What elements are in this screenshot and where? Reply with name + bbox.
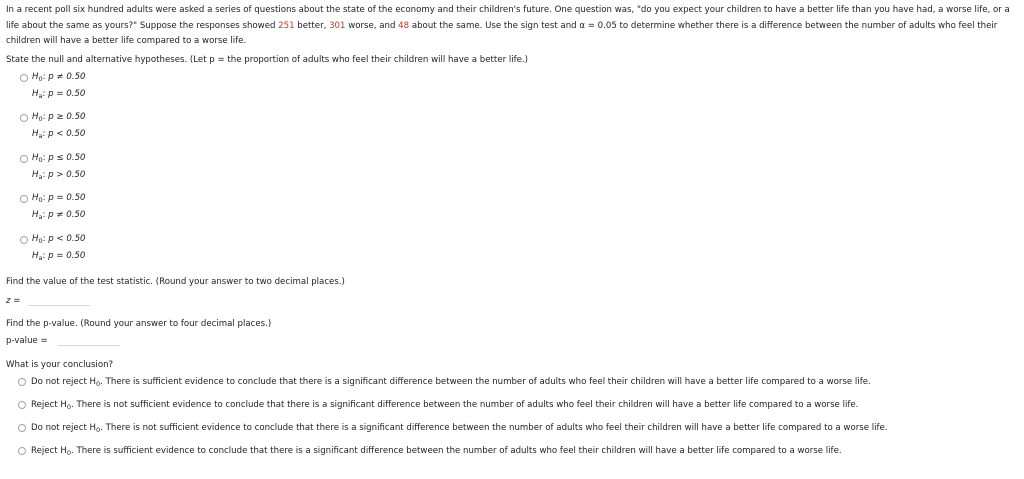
radio-button[interactable]	[20, 236, 28, 244]
radio-button[interactable]	[18, 378, 26, 386]
radio-button[interactable]	[20, 155, 28, 163]
radio-button[interactable]	[20, 74, 28, 82]
z-input[interactable]	[28, 293, 90, 306]
alt-hypothesis: $H_a$: p = 0.50	[32, 251, 86, 262]
p-value-input[interactable]	[58, 333, 120, 346]
z-label: z =	[6, 296, 21, 306]
problem-text-4: about the same. Use the sign test and α = 0.05 to determine whether there is a difference between the number of adults who feel their children will have a better life compared to a worse life.	[6, 20, 998, 46]
alt-hypothesis: $H_a$: p > 0.50	[32, 170, 86, 181]
conclusion-text: Reject $H_0$. There is not sufficient evidence to conclude that there is a significant difference between the number of adults who feel their children will have a better life compared to a worse life.	[31, 400, 859, 411]
radio-button[interactable]	[20, 114, 28, 122]
conclusion-text: Reject $H_0$. There is sufficient evidence to conclude that there is a significant difference between the number of adults who feel their children will have a better life compared to a worse life.	[31, 446, 842, 457]
problem-text-2: better,	[294, 20, 330, 31]
alt-hypothesis: $H_a$: p < 0.50	[32, 129, 86, 140]
radio-button[interactable]	[18, 424, 26, 432]
worse-count: 301	[329, 20, 346, 31]
p-value-prompt: Find the p-value. (Round your answer to four decimal places.)	[6, 319, 272, 329]
null-hypothesis: $H_0$: p ≥ 0.50	[32, 112, 86, 123]
radio-button[interactable]	[18, 447, 26, 455]
radio-button[interactable]	[18, 401, 26, 409]
null-hypothesis: $H_0$: p ≠ 0.50	[32, 72, 86, 83]
conclusion-text: Do not reject $H_0$. There is sufficient evidence to conclude that there is a significant difference between the number of adults who feel their children will have a better life compared to a worse life.	[31, 377, 871, 388]
radio-button[interactable]	[20, 195, 28, 203]
same-count: 48	[398, 20, 410, 31]
test-statistic-prompt: Find the value of the test statistic. (Round your answer to two decimal places.)	[6, 277, 345, 287]
problem-text-3: worse, and	[345, 20, 399, 31]
hypotheses-prompt: State the null and alternative hypotheses. (Let p = the proportion of adults who feel their children will have a better life.)	[6, 55, 529, 65]
null-hypothesis: $H_0$: p ≤ 0.50	[32, 153, 86, 164]
problem-statement	[6, 3, 1016, 50]
conclusion-prompt: What is your conclusion?	[6, 360, 114, 370]
alt-hypothesis: $H_a$: p ≠ 0.50	[32, 210, 86, 221]
conclusion-text: Do not reject $H_0$. There is not sufficient evidence to conclude that there is a significant difference between the number of adults who feel their children will have a better life compared to a worse life.	[31, 423, 888, 434]
alt-hypothesis: $H_a$: p = 0.50	[32, 89, 86, 100]
null-hypothesis: $H_0$: p < 0.50	[32, 234, 86, 245]
p-value-label: p-value =	[6, 336, 48, 346]
null-hypothesis: $H_0$: p = 0.50	[32, 193, 86, 204]
better-count: 251	[278, 20, 295, 31]
problem-text-1: In a recent poll six hundred adults were asked a series of questions about the state of the economy and their children's future. One question was, "do you expect your children to have a better life than you have had, a worse life, or a life about the same as yours?" Suppose the responses showed	[6, 5, 1010, 31]
